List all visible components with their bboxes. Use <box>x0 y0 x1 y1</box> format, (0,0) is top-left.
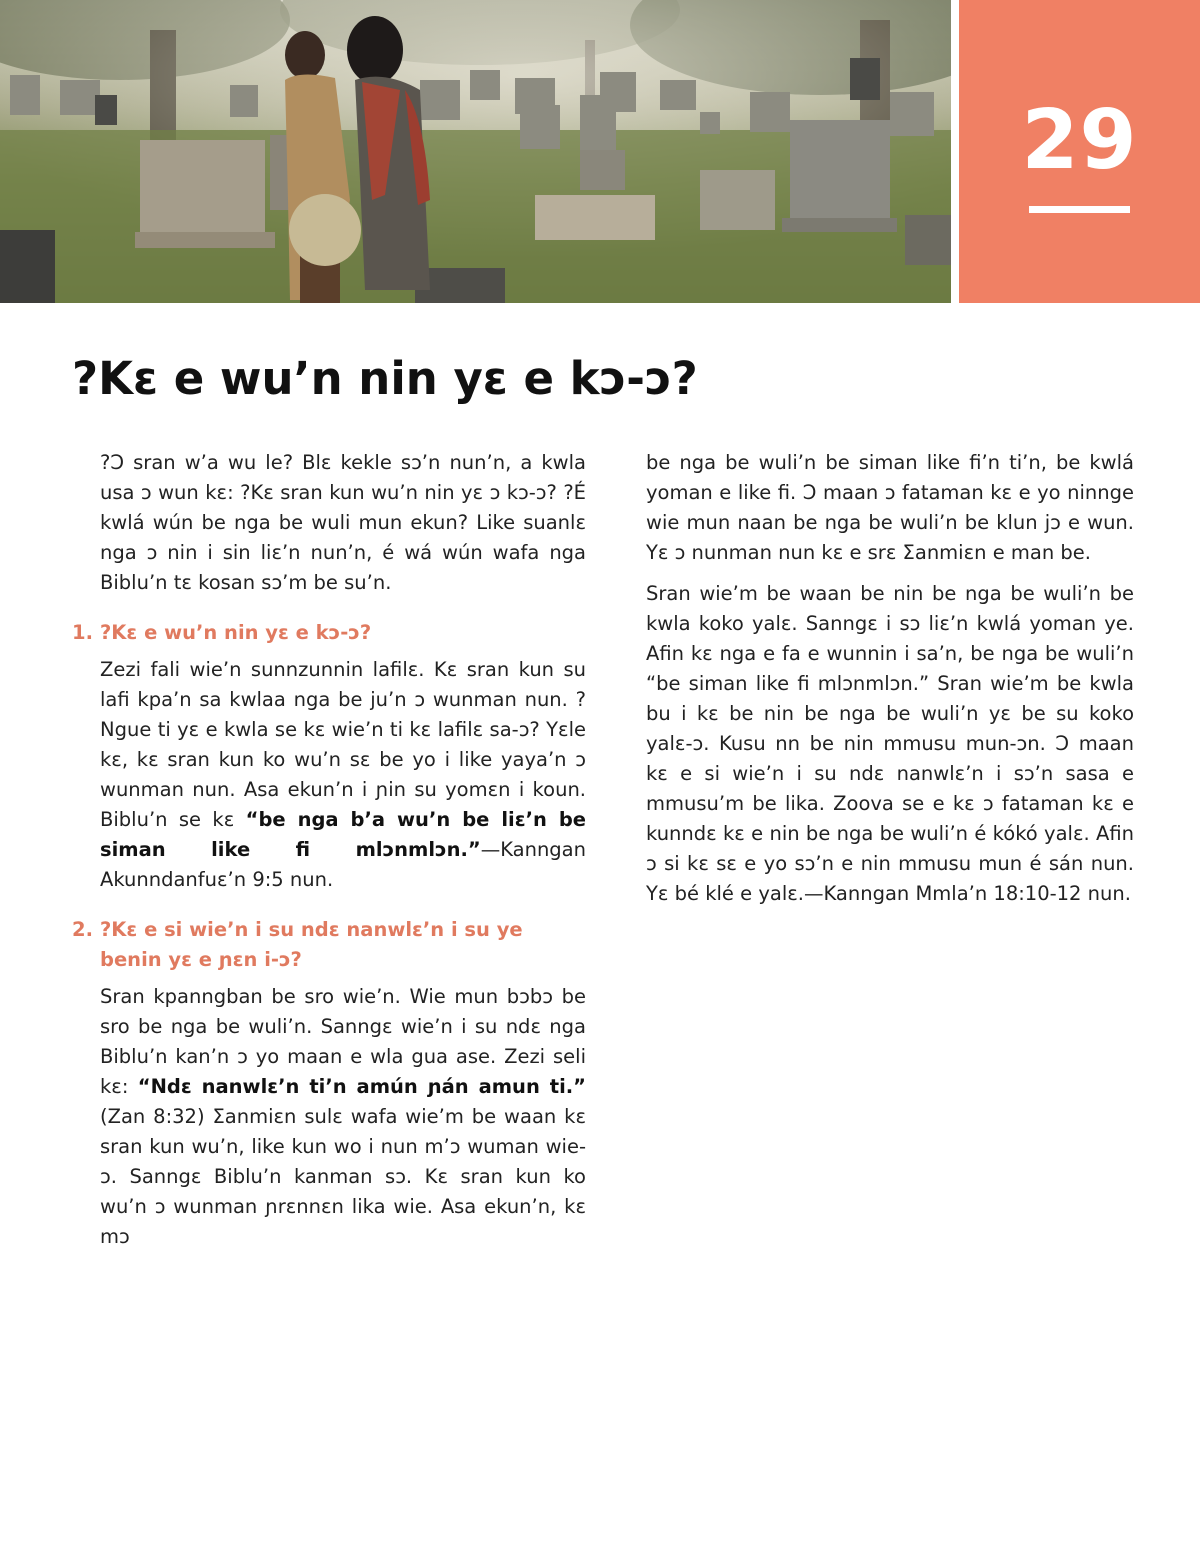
section-2-text-before: Sran kpanngban be sro wie’n. Wie mun bɔbɔ be sro be nga be wuli’n. Sanngɛ wie’n i su ndɛ nga Biblu’n kan’n ɔ yo maan e wla gua ase. Zezi seli kɛ: <box>100 985 586 1098</box>
section-1-paragraph <box>72 655 586 895</box>
intro-paragraph: ?Ɔ sran w’a wu le? Blɛ kekle sɔ’n nun’n, a kwla usa ɔ wun kɛ: ?Kɛ sran kun wu’n nin yɛ ɔ kɔ-ɔ? ?É kwlá wún be nga be wuli mun ekun? Like suanlɛ nga ɔ nin i sin liɛ’n nun’n, é wá wún wafa nga Biblu’n tɛ kosan sɔ’m be su’n. <box>100 451 586 594</box>
section-2-heading <box>72 915 586 975</box>
section-1-text-before: Zezi fali wie’n sunnzunnin lafilɛ. Kɛ sran kun su lafi kpa’n sa kwlaa nga be ju’n ɔ wunman nun. ?Ngue ti yɛ e kwla se kɛ wie’n ti kɛ lafilɛ sa-ɔ? Yɛle kɛ, kɛ sran kun ko wu’n sɛ be yo i like yaya’n ɔ wunman nun. Asa ekun’n i ɲin su yomɛn i koun. Biblu’n se kɛ <box>100 658 586 831</box>
right-paragraph-2: Sran wie’m be waan be nin be nga be wuli’n be kwla koko yalɛ. Sanngɛ i sɔ liɛ’n kwlá yoman ye. Afin kɛ nga e fa e wunnin i sa’n, be nga be wuli’n “be siman like fi mlɔnmlɔn.” Sran wie’m be kwla bu i kɛ be nin be nga be wuli’n yɛ be su koko yalɛ-ɔ. Kusu nn be nin mmusu mun-ɔn. Ɔ maan kɛ e si wie’n i su ndɛ nanwlɛ’n i sɔ’n sasa e mmusu’m be lika. Zoova se e kɛ ɔ fataman kɛ e kunndɛ kɛ e nin be nga be wuli’n é kókó yalɛ. Afin ɔ si kɛ sɛ e yo sɔ’n e nin mmusu mun é sán nun. Yɛ bé klé e yalɛ.—Kanngan Mmla’n 18:10-12 nun. <box>646 582 1134 905</box>
lesson-number-underline <box>1029 206 1130 213</box>
section-1-number: 1. <box>72 621 93 644</box>
banner-divider <box>951 0 959 303</box>
left-column <box>72 448 586 1263</box>
section-2-title: ?Kɛ e si wie’n i su ndɛ nanwlɛ’n i su ye benin yɛ e ɲɛn i-ɔ? <box>100 918 523 971</box>
section-1-scripture-quote: “be nga b’a wu’n be liɛ’n be siman like fi mlɔnmlɔn.” <box>100 808 587 861</box>
section-2-paragraph <box>72 982 586 1252</box>
cemetery-photo <box>0 0 951 303</box>
right-column <box>646 448 1134 920</box>
lesson-number-box <box>959 0 1200 303</box>
right-paragraph-1: be nga be wuli’n be siman like fi’n ti’n, be kwlá yoman e like fi. Ɔ maan ɔ fataman kɛ e yo ninnge wie mun naan be nga be wuli’n be klun jɔ e wun. Yɛ ɔ nunman nun kɛ e srɛ Ʃanmiɛn e man be. <box>646 451 1134 564</box>
section-1-heading <box>72 618 586 648</box>
lesson-banner <box>0 0 1200 303</box>
section-2-scripture-quote: “Ndɛ nanwlɛ’n ti’n amún ɲán amun ti.” <box>137 1075 586 1098</box>
section-2-text-after: (Zan 8:32) Ʃanmiɛn sulɛ wafa wie’m be waan kɛ sran kun wu’n, like kun wo i nun m’ɔ wuman wie-ɔ. Sanngɛ Biblu’n kanman sɔ. Kɛ sran kun ko wu’n ɔ wunman ɲrɛnnɛn lika wie. Asa ekun’n, kɛ mɔ <box>100 1105 586 1248</box>
section-1-title: ?Kɛ e wu’n nin yɛ e kɔ-ɔ? <box>100 621 372 644</box>
section-1-text-after: —Kanngan Akunndanfuɛ’n 9:5 nun. <box>100 838 586 891</box>
lesson-number: 29 <box>1021 93 1138 188</box>
page-title: ?Kɛ e wu’n nin yɛ e kɔ-ɔ? <box>72 352 698 405</box>
section-2-number: 2. <box>72 918 93 941</box>
